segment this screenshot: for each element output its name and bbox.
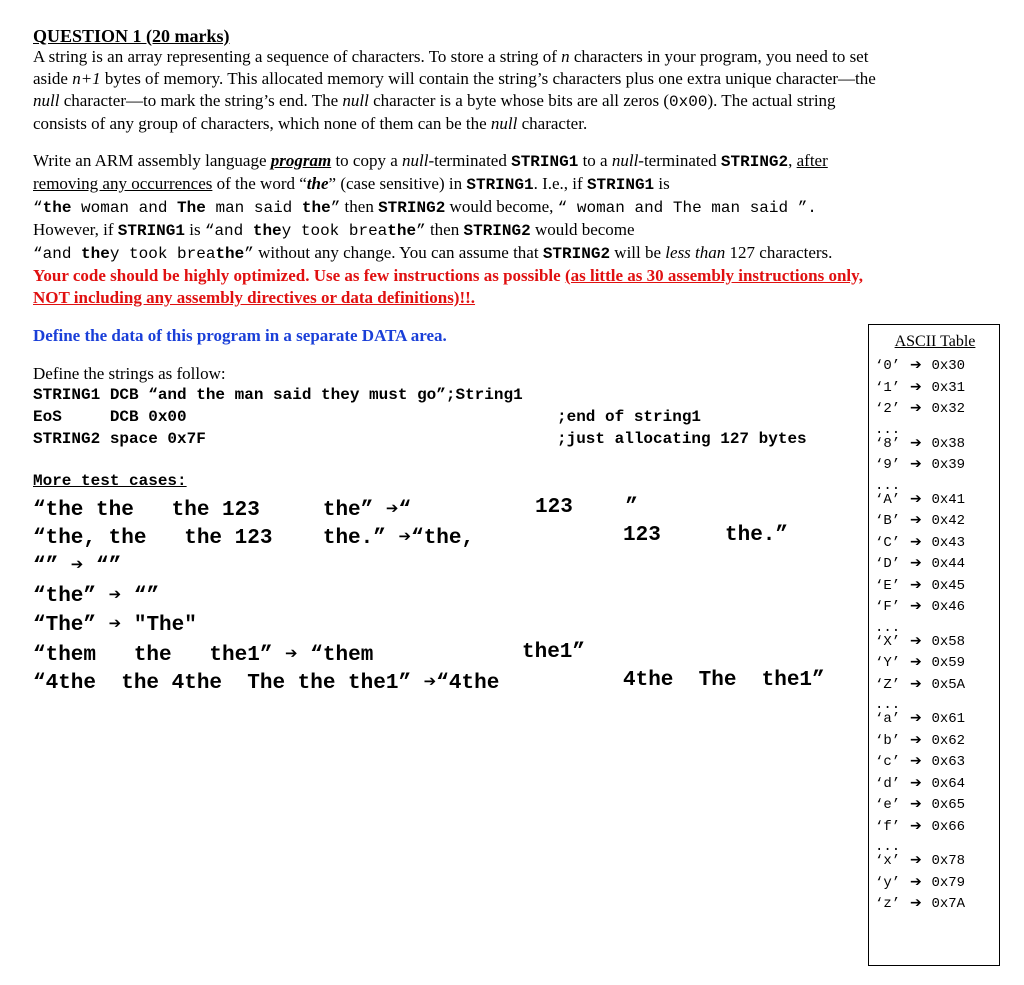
question-heading: QUESTION 1 (20 marks) (33, 26, 230, 46)
ascii-row: ‘C’ ➔ 0x43 (875, 533, 966, 551)
ascii-row: ‘2’ ➔ 0x32 (875, 400, 966, 417)
ascii-ellipsis: ... (875, 421, 901, 438)
ascii-row: ‘8’ ➔ 0x38 (875, 434, 966, 452)
ascii-row: ‘X’ ➔ 0x58 (875, 632, 966, 650)
test-case-row-part: the1” (522, 641, 586, 664)
arrow-icon: ➔ (900, 555, 932, 571)
ascii-row: ‘y’ ➔ 0x79 (875, 873, 966, 891)
ascii-row: ‘z’ ➔ 0x7A (875, 895, 966, 912)
define-eos-comment: ;end of string1 (557, 408, 702, 426)
arrow-icon: ➔ (900, 357, 932, 373)
arrow-icon: ➔ (900, 873, 932, 890)
ascii-ellipsis: ... (875, 477, 901, 494)
arrow-icon: ➔ (900, 753, 932, 769)
test-case-row-part: ” (600, 496, 638, 519)
test-case-row: “” ➔ “” (33, 555, 122, 578)
test-cases-title: More test cases: (33, 472, 187, 490)
arrow-icon: ➔ (900, 796, 932, 812)
ascii-ellipsis: ... (875, 839, 901, 855)
arrow-icon: ➔ (900, 632, 932, 649)
test-case-row: “the the the 123 the” ➔“ (33, 499, 412, 522)
test-case-row: “the” ➔ “” (33, 585, 160, 608)
ascii-table (868, 324, 1000, 966)
arrow-icon: ➔ (900, 654, 932, 670)
test-case-row: “The” ➔ "The" (33, 614, 197, 637)
arrow-icon: ➔ (900, 456, 932, 472)
define-string1-line: STRING1 DCB “and the man said they must go”;String1 (33, 386, 523, 404)
arrow-icon: ➔ (900, 378, 932, 395)
ascii-row: ‘D’ ➔ 0x44 (875, 555, 966, 572)
ascii-row: ‘d’ ➔ 0x64 (875, 774, 966, 792)
arrow-icon: ➔ (900, 512, 932, 528)
arrow-icon: ➔ (900, 533, 932, 550)
task-paragraph: Write an ARM assembly language program to copy a null-terminated STRING1 to a null-terminated STRING2, after removing any occurrences of the word “the” (case sensitive) in STRING1. I.e., if STRING1 is “the woman and The man said the” then STRING2 would become, “ woman and The man said ”. However, if STRING1 is “and they took breathe” then STRING2 would become “and they took breathe” without any change. You can assume that STRING2 will be less than 127 characters. Your code should be highly optimized. Use as few instructions as possible (as little as 30 assembly instructions only, NOT including any assembly directives or data definitions)!!. (33, 151, 863, 307)
data-area-note: Define the data of this program in a separate DATA area. (33, 326, 447, 345)
ascii-row: ‘Z’ ➔ 0x5A (875, 675, 966, 693)
ascii-row: ‘c’ ➔ 0x63 (875, 753, 966, 770)
arrow-icon: ➔ (900, 400, 932, 416)
define-title: Define the strings as follow: (33, 364, 226, 383)
define-string2-line: STRING2 space 0x7F (33, 430, 206, 448)
ascii-row: ‘1’ ➔ 0x31 (875, 378, 966, 396)
define-string2-comment: ;just allocating 127 bytes (557, 430, 807, 448)
test-case-row-part: 4the The the1” (623, 669, 825, 692)
test-case-row-part: 123 (535, 496, 573, 519)
intro-paragraph: A string is an array representing a sequence of characters. To store a string of n characters in your program, you need to set aside n+1 bytes of memory. This allocated memory will contain the string’s characters plus one extra unique character—the null character—to mark the string’s end. The null character is a byte whose bits are all zeros (0x00). The actual string consists of any group of characters, which none of them can be the null character. (33, 47, 876, 133)
ascii-row: ‘0’ ➔ 0x30 (875, 357, 966, 374)
arrow-icon: ➔ (900, 576, 932, 593)
ascii-table-title: ASCII Table (894, 333, 976, 350)
ascii-row: ‘Y’ ➔ 0x59 (875, 654, 966, 671)
test-case-row: “4the the 4the The the the1” ➔“4the (33, 672, 500, 695)
test-case-row-part: the.” (725, 524, 789, 547)
arrow-icon: ➔ (900, 774, 932, 791)
ascii-row: ‘E’ ➔ 0x45 (875, 576, 966, 594)
test-case-row: “them the the1” ➔ “them (33, 644, 374, 667)
arrow-icon: ➔ (900, 598, 932, 614)
ascii-row: ‘A’ ➔ 0x41 (875, 490, 966, 508)
arrow-icon: ➔ (900, 895, 932, 911)
ascii-row: ‘e’ ➔ 0x65 (875, 796, 966, 813)
define-eos-line: EoS DCB 0x00 (33, 408, 187, 426)
arrow-icon: ➔ (900, 434, 932, 451)
arrow-icon: ➔ (900, 675, 932, 692)
arrow-icon: ➔ (900, 731, 932, 748)
ascii-row: ‘a’ ➔ 0x61 (875, 710, 966, 727)
arrow-icon: ➔ (900, 490, 932, 507)
ascii-row: ‘F’ ➔ 0x46 (875, 598, 966, 615)
ascii-ellipsis: ... (875, 619, 901, 636)
arrow-icon: ➔ (900, 710, 932, 726)
test-case-row-part: 123 (623, 524, 661, 547)
ascii-row: ‘b’ ➔ 0x62 (875, 731, 966, 749)
test-case-row: “the, the the 123 the.” ➔“the, (33, 527, 475, 550)
arrow-icon: ➔ (900, 852, 932, 868)
ascii-row: ‘9’ ➔ 0x39 (875, 456, 966, 473)
arrow-icon: ➔ (900, 817, 932, 834)
ascii-row: ‘f’ ➔ 0x66 (875, 817, 966, 835)
ascii-row: ‘B’ ➔ 0x42 (875, 512, 966, 529)
ascii-row: ‘x’ ➔ 0x78 (875, 852, 966, 869)
ascii-ellipsis: ... (875, 697, 901, 713)
